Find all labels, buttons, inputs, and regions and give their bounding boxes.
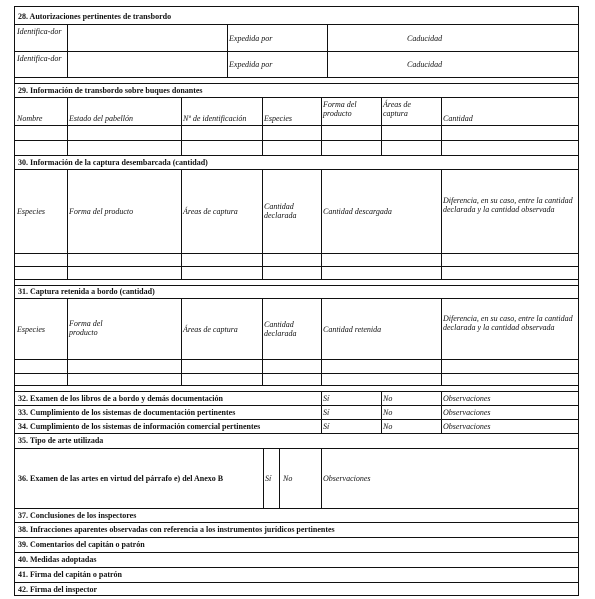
divider	[15, 140, 578, 141]
col-line	[327, 24, 328, 77]
divider	[15, 419, 578, 420]
row-38-label: 38. Infracciones aparentes observadas con referencia a los instrumentos jurídicos pertinentes	[18, 525, 335, 534]
section-35-title: 35. Tipo de arte utilizada	[18, 436, 104, 445]
caducidad-label-2: Caducidad	[407, 60, 443, 69]
divider	[15, 522, 578, 523]
row-37-label: 37. Conclusiones de los inspectores	[18, 511, 137, 520]
divider	[15, 582, 578, 583]
row-41-label: 41. Firma del capitán o patrón	[18, 570, 122, 579]
divider	[15, 298, 578, 299]
divider	[15, 359, 578, 360]
divider	[15, 448, 578, 449]
s30-header-declarada: Cantidad declarada	[264, 202, 297, 220]
s30-header-descargada: Cantidad descargada	[323, 207, 392, 216]
inspection-form	[14, 6, 579, 596]
divider	[15, 125, 578, 126]
divider	[15, 155, 578, 156]
divider	[15, 567, 578, 568]
divider	[15, 279, 578, 280]
col-line	[67, 169, 68, 279]
s29-header-cantidad: Cantidad	[443, 114, 473, 123]
row-36-si: Sí	[265, 474, 272, 483]
row-32-label: 32. Examen de los libros de a bordo y demás documentación	[18, 394, 223, 403]
col-line	[181, 298, 182, 385]
s29-header-especies: Especies	[264, 114, 292, 123]
col-line	[67, 24, 68, 77]
row-34-no: No	[383, 422, 393, 431]
col-line	[262, 298, 263, 385]
divider	[15, 405, 578, 406]
row-34-label: 34. Cumplimiento de los sistemas de información comercial pertinentes	[18, 422, 261, 431]
row-34-si: Sí	[323, 422, 330, 431]
col-line	[181, 97, 182, 155]
row-39-label: 39. Comentarios del capitán o patrón	[18, 540, 145, 549]
expedida-label-2: Expedida por	[229, 60, 273, 69]
col-line	[321, 97, 322, 155]
divider	[15, 285, 578, 286]
s30-header-areas: Áreas de captura	[183, 207, 238, 216]
section-31-title: 31. Captura retenida a bordo (cantidad)	[18, 287, 155, 296]
row-36-label: 36. Examen de las artes en virtud del párrafo e) del Anexo B	[18, 474, 224, 483]
col-line	[441, 391, 442, 433]
col-line	[263, 448, 264, 508]
section-28-title: 28. Autorizaciones pertinentes de transbordo	[18, 12, 172, 21]
identificador-label-1: Identifica-dor	[17, 27, 62, 36]
divider	[15, 253, 578, 254]
s30-header-forma: Forma del producto	[69, 207, 134, 216]
section-30-title: 30. Información de la captura desembarcada (cantidad)	[18, 158, 208, 167]
divider	[15, 77, 578, 78]
col-line	[441, 169, 442, 279]
row-32-si: Sí	[323, 394, 330, 403]
divider	[15, 83, 578, 84]
expedida-label-1: Expedida por	[229, 34, 273, 43]
s31-header-forma: Forma del producto	[69, 319, 103, 337]
col-line	[181, 169, 182, 279]
s31-header-areas: Áreas de captura	[183, 325, 238, 334]
col-line	[321, 298, 322, 385]
caducidad-label-1: Caducidad	[407, 34, 443, 43]
col-line	[381, 391, 382, 433]
divider	[15, 266, 578, 267]
row-42-label: 42. Firma del inspector	[18, 585, 98, 594]
row-34-obs: Observaciones	[443, 422, 491, 431]
divider	[15, 24, 578, 25]
divider	[15, 385, 578, 386]
row-36-no: No	[283, 474, 293, 483]
s29-header-estado: Estado del pabellón	[69, 114, 133, 123]
s31-header-retenida: Cantidad retenida	[323, 325, 382, 334]
col-line	[321, 448, 322, 508]
divider	[15, 508, 578, 509]
col-line	[441, 97, 442, 155]
s29-header-forma: Forma del producto	[323, 100, 357, 118]
col-line	[441, 298, 442, 385]
col-line	[321, 391, 322, 433]
col-line	[381, 97, 382, 155]
row-40-label: 40. Medidas adoptadas	[18, 555, 97, 564]
divider	[15, 537, 578, 538]
col-line	[227, 24, 228, 77]
s29-header-nombre: Nombre	[17, 114, 43, 123]
col-line	[262, 169, 263, 279]
col-line	[67, 97, 68, 155]
section-29-title: 29. Información de transbordo sobre buques donantes	[18, 86, 203, 95]
col-line	[262, 97, 263, 155]
row-33-no: No	[383, 408, 393, 417]
divider	[15, 391, 578, 392]
divider	[15, 373, 578, 374]
col-line	[321, 169, 322, 279]
divider	[15, 97, 578, 98]
divider	[15, 169, 578, 170]
row-33-si: Sí	[323, 408, 330, 417]
s30-header-diferencia: Diferencia, en su caso, entre la cantidad declarada y la cantidad observada	[443, 196, 573, 214]
row-36-obs: Observaciones	[323, 474, 371, 483]
s29-header-identificacion: Nº de identificación	[183, 114, 247, 123]
row-32-no: No	[383, 394, 393, 403]
divider	[15, 51, 578, 52]
row-33-obs: Observaciones	[443, 408, 491, 417]
s31-header-especies: Especies	[17, 325, 45, 334]
divider	[15, 433, 578, 434]
row-33-label: 33. Cumplimiento de los sistemas de documentación pertinentes	[18, 408, 236, 417]
col-line	[279, 448, 280, 508]
divider	[15, 552, 578, 553]
s31-header-declarada: Cantidad declarada	[264, 320, 297, 338]
s29-header-areas: Áreas de captura	[383, 100, 411, 118]
s31-header-diferencia: Diferencia, en su caso, entre la cantidad declarada y la cantidad observada	[443, 314, 573, 332]
row-32-obs: Observaciones	[443, 394, 491, 403]
identificador-label-2: Identifica-dor	[17, 54, 62, 63]
col-line	[67, 298, 68, 385]
s30-header-especies: Especies	[17, 207, 45, 216]
